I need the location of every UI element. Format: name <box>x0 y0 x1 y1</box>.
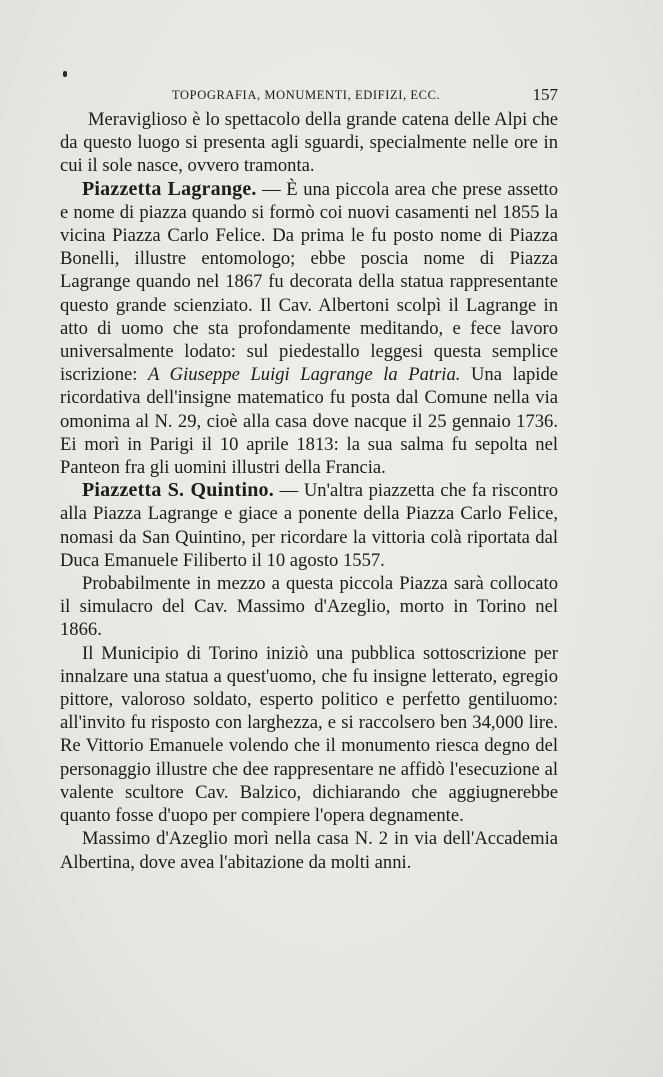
lagrange-inscription: A Giuseppe Luigi Lagrange la Patria. <box>148 364 461 386</box>
quintino-text: — Un'altra piazzetta che fa riscontro alla Piazza Lagrange e giace a ponente della Piazza Carlo Felice, nomasi da San Quintino, per ricordare la vittoria colà riportata dal Duca Emanuele Filiberto il 10 agosto 1557. <box>60 480 558 571</box>
paragraph-azeglio-house <box>60 827 558 873</box>
section-heading-lagrange: Piazzetta Lagrange. <box>82 177 257 200</box>
paragraph-alps <box>60 108 558 178</box>
simulacro-text: Probabilmente in mezzo a questa piccola Piazza sarà collocato il simulacro del Cav. Massimo d'Azeglio, morto in Torino nel 1866. <box>60 573 558 641</box>
lagrange-text-a: — È una piccola area che prese assetto e nome di piazza quando si formò coi nuovi casamenti nel 1855 la vicina Piazza Carlo Felice. Da prima le fu posto nome di Piazza Bonelli, illustre entomologo; ebbe poscia nome di Piazza Lagrange quando nel 1867 fu decorata della statua rappresentante questo grande scienziato. Il Cav. Albertoni scolpì il Lagrange in atto di uomo che sta profondamente meditando, e fece lavoro universalmente lodato: sul piedestallo leggesi questa semplice iscrizione: <box>60 178 558 386</box>
paragraph-piazzetta-lagrange <box>60 178 558 480</box>
running-title: TOPOGRAFIA, MONUMENTI, EDIFIZI, ECC. <box>172 88 441 102</box>
ink-mark <box>63 71 67 77</box>
paragraph-piazzetta-quintino <box>60 479 558 572</box>
page-number: 157 <box>532 85 558 104</box>
lagrange-text-b: Una lapide ricordativa dell'insigne matematico fu posta dal Comune nella via omonima al N. 29, cioè alla casa dove nacque il 25 gennaio 1736. Ei morì in Parigi il 10 aprile 1813: la sua salma fu sepolta nel Panteon fra gli uomini illustri della Francia. <box>60 364 558 479</box>
body-text <box>60 108 558 874</box>
azeglio-house-text: Massimo d'Azeglio morì nella casa N. 2 in via dell'Accademia Albertina, dove avea l'abitazione da molti anni. <box>60 828 558 873</box>
paragraph-simulacro <box>60 572 558 642</box>
paragraph-municipio <box>60 642 558 828</box>
paragraph-alps-text: Meraviglioso è lo spettacolo della grande catena delle Alpi che da questo luogo si presenta agli sguardi, specialmente nelle ore in cui il sole nasce, ovvero tramonta. <box>60 109 558 177</box>
municipio-text: Il Municipio di Torino iniziò una pubblica sottoscrizione per innalzare una statua a quest'uomo, che fu insigne letterato, egregio pittore, valoroso soldato, esperto politico e perfetto gentiluomo: all'invito fu risposto con larghezza, e si raccolsero ben 34,000 lire. Re Vittorio Emanuele volendo che il monumento riesca degno del personaggio illustre che dee rappresentare ne affidò l'esecuzione al valente scultore Cav. Balzico, dichiarando che aggiugnerebbe quanto fosse d'uopo per compiere l'opera degnamente. <box>60 642 558 827</box>
running-header <box>60 85 558 108</box>
section-heading-quintino: Piazzetta S. Quintino. <box>82 479 274 502</box>
